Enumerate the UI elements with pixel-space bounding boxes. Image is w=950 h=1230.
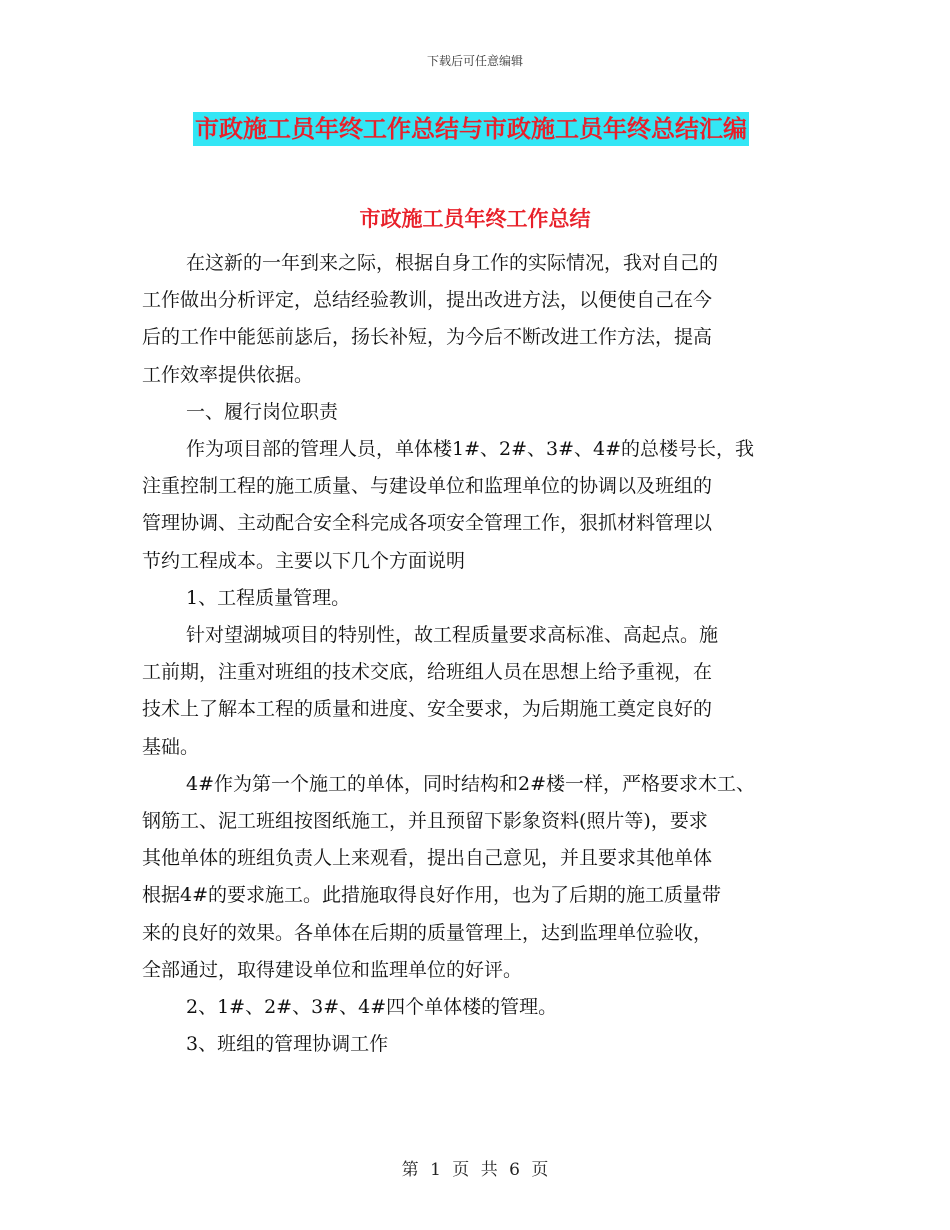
- paragraph-line: 一、履行岗位职责: [186, 400, 339, 423]
- paragraph-line: 工作效率提供依据。: [142, 363, 314, 386]
- paragraph-line: 技术上了解本工程的质量和进度、安全要求，为后期施工奠定良好的: [142, 698, 713, 721]
- paragraph-line: 工前期，注重对班组的技术交底，给班组人员在思想上给予重视，在: [142, 661, 713, 684]
- header-note: 下载后可任意编辑: [426, 54, 523, 68]
- paragraph-line: 1、工程质量管理。: [186, 586, 351, 609]
- paragraph-line: 其他单体的班组负责人上来观看，提出自己意见，并且要求其他单体: [142, 847, 713, 870]
- paragraph-line: 作为项目部的管理人员，单体楼1#、2#、3#、4#的总楼号长，我: [186, 438, 755, 461]
- paragraph-line: 2、1#、2#、3#、4#四个单体楼的管理。: [186, 996, 558, 1019]
- paragraph-line: 钢筋工、泥工班组按图纸施工，并且预留下影象资料(照片等)，要求: [142, 810, 708, 833]
- paragraph-line: 注重控制工程的施工质量、与建设单位和监理单位的协调以及班组的: [142, 475, 713, 498]
- paragraph-line: 来的良好的效果。各单体在后期的质量管理上，达到监理单位验收，: [142, 921, 713, 944]
- main-title: 市政施工员年终工作总结与市政施工员年终总结汇编: [193, 112, 749, 146]
- paragraph-line: 4#作为第一个施工的单体，同时结构和2#楼一样，严格要求木工、: [186, 772, 756, 795]
- paragraph-line: 3、班组的管理协调工作: [186, 1033, 389, 1056]
- paragraph-line: 节约工程成本。主要以下几个方面说明: [142, 549, 466, 572]
- paragraph-line: 后的工作中能惩前毖后，扬长补短，为今后不断改进工作方法，提高: [142, 326, 713, 349]
- paragraph-line: 工作做出分析评定，总结经验教训，提出改进方法，以便使自己在今: [142, 289, 713, 312]
- paragraph-line: 全部通过，取得建设单位和监理单位的好评。: [142, 958, 523, 981]
- document-body: [142, 245, 817, 1063]
- main-title-container: [193, 112, 749, 146]
- section-title: 市政施工员年终工作总结: [359, 207, 591, 231]
- paragraph-line: 管理协调、主动配合安全科完成各项安全管理工作，狠抓材料管理以: [142, 512, 713, 535]
- paragraph-line: 基础。: [142, 735, 200, 758]
- page-footer: 第 1 页 共 6 页: [401, 1160, 549, 1180]
- paragraph-line: 在这新的一年到来之际，根据自身工作的实际情况，我对自己的: [186, 252, 719, 274]
- paragraph-line: 根据4#的要求施工。此措施取得良好作用，也为了后期的施工质量带: [142, 884, 722, 907]
- paragraph-line: 针对望湖城项目的特别性，故工程质量要求高标准、高起点。施: [186, 624, 719, 647]
